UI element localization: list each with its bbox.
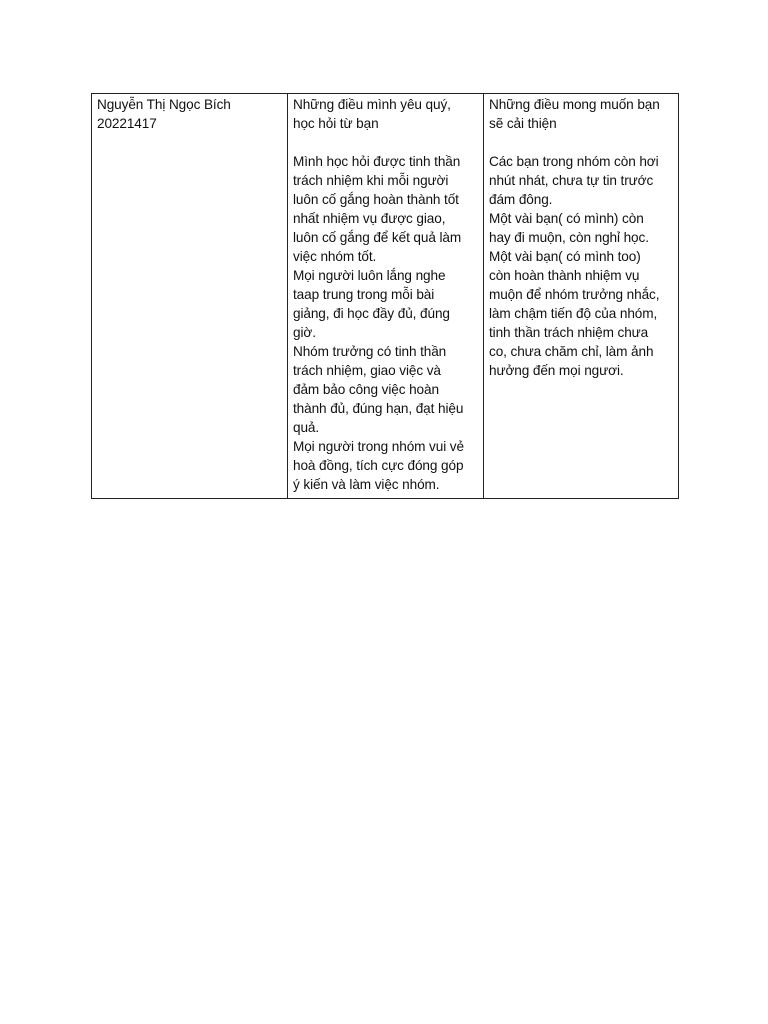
text-line: nhút nhát, chưa tự tin trước (489, 173, 654, 188)
text-line: hưởng đến mọi ngươi. (489, 363, 624, 378)
paragraph-spacer (293, 133, 478, 152)
text-line: tinh thần trách nhiệm chưa (489, 325, 649, 340)
text-line: Một vài bạn( có mình) còn (489, 211, 644, 226)
text-line: giảng, đi học đầy đủ, đúng (293, 306, 450, 321)
text-line: làm chậm tiến độ của nhóm, (489, 306, 658, 321)
liked-learned-cell (288, 94, 484, 499)
table-row (92, 94, 679, 499)
text-line: còn hoàn thành nhiệm vụ (489, 268, 640, 283)
student-name: Nguyễn Thị Ngọc Bích (97, 97, 231, 112)
student-id: 20221417 (97, 116, 157, 131)
text-line: luôn cố gắng hoàn thành tốt (293, 192, 459, 207)
text-line: Mọi người trong nhóm vui vẻ (293, 439, 464, 454)
text-line: đảm bảo công việc hoàn (293, 382, 439, 397)
text-line: Một vài bạn( có mình too) (489, 249, 641, 264)
text-line: trách nhiệm, giao việc và (293, 363, 441, 378)
text-line: luôn cố gắng để kết quả làm (293, 230, 462, 245)
text-line: việc nhóm tốt. (293, 249, 377, 264)
text-line: taap trung trong mỗi bài (293, 287, 435, 302)
text-line: co, chưa chăm chỉ, làm ảnh (489, 344, 654, 359)
improvement-wishes-cell (484, 94, 679, 499)
text-line: ý kiến và làm việc nhóm. (293, 477, 440, 492)
text-line: hay đi muộn, còn nghỉ học. (489, 230, 649, 245)
text-line: Mình học hỏi được tinh thần (293, 154, 461, 169)
text-line: hoà đồng, tích cực đóng góp (293, 458, 464, 473)
text-line: muộn để nhóm trưởng nhắc, (489, 287, 660, 302)
text-line: Nhóm trưởng có tinh thần (293, 344, 447, 359)
text-line: Mọi người luôn lắng nghe (293, 268, 446, 283)
text-line: thành đủ, đúng hạn, đạt hiệu (293, 401, 464, 416)
column-header-line: Những điều mình yêu quý, (293, 97, 451, 112)
column-header-line: học hỏi từ bạn (293, 116, 379, 131)
column-header-line: sẽ cải thiện (489, 116, 557, 131)
text-line: đám đông. (489, 192, 553, 207)
text-line: Các bạn trong nhóm còn hơi (489, 154, 659, 169)
paragraph-spacer (489, 133, 673, 152)
text-line: quả. (293, 420, 320, 435)
student-cell (92, 94, 288, 499)
feedback-table (91, 93, 679, 499)
text-line: trách nhiệm khi mỗi người (293, 173, 449, 188)
text-line: nhất nhiệm vụ được giao, (293, 211, 446, 226)
text-line: giờ. (293, 325, 316, 340)
column-header-line: Những điều mong muốn bạn (489, 97, 660, 112)
